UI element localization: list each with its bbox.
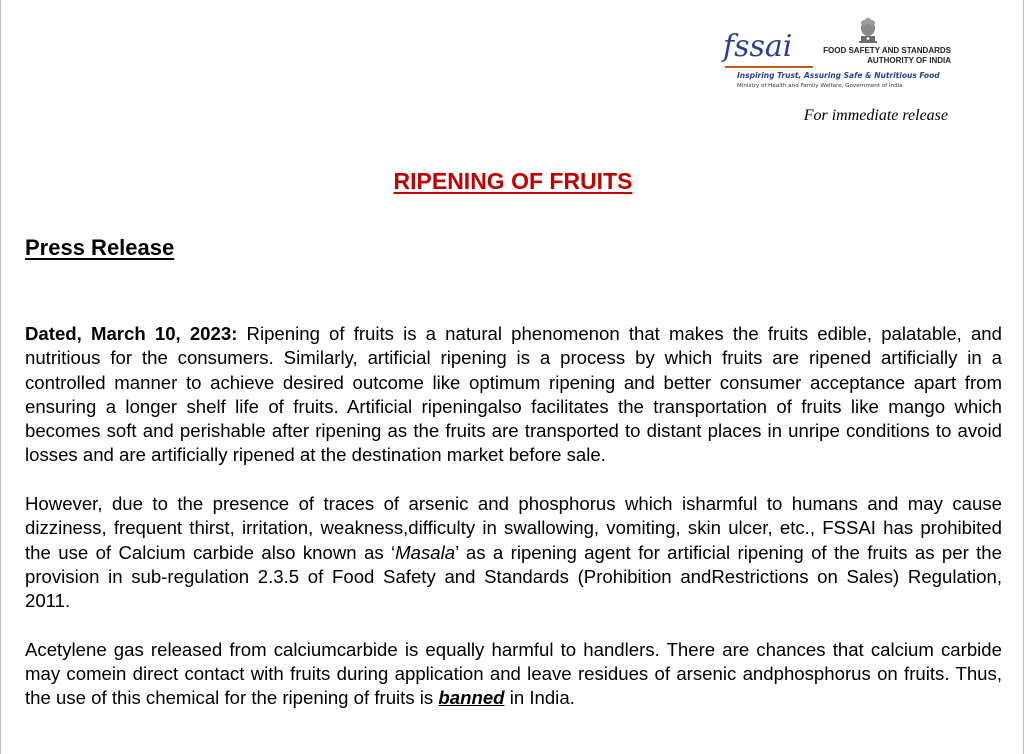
- national-emblem-icon: [855, 14, 881, 44]
- banned-emphasis: banned: [438, 687, 505, 709]
- authority-name: FOOD SAFETY AND STANDARDS AUTHORITY OF INDIA: [823, 46, 951, 65]
- release-note: For immediate release: [803, 107, 948, 124]
- ministry-line: Ministry of Health and Family Welfare, Government of India: [737, 83, 903, 89]
- masala-term: Masala: [395, 541, 456, 563]
- paragraph-2: However, due to the presence of traces of arsenic and phosphorus which isharmful to humans and may cause dizziness, frequent thirst, irritation, weakness,difficulty in swallowing, vomiting, skin ulcer, etc., FSSAI has prohibited the use of Calcium carbide also known as ‘Masala’ as a ripening agent for artificial ripening of the fruits as per the provision in sub-regulation 2.3.5 of Food Safety and Standards (Prohibition andRestrictions on Sales) Regulation, 2011.: [25, 493, 1002, 612]
- date-lead: Dated, March 10, 2023:: [25, 323, 238, 344]
- logo-tagline: Inspiring Trust, Assuring Safe & Nutritious Food: [737, 71, 940, 80]
- fssai-logo: [723, 14, 955, 98]
- fssai-wordmark: fssai: [723, 29, 793, 64]
- press-release-heading: Press Release: [25, 235, 175, 260]
- logo-underline: [725, 66, 813, 68]
- document-body: [25, 322, 1002, 735]
- paragraph-1: Dated, March 10, 2023: Ripening of fruits is a natural phenomenon that makes the fruits edible, palatable, and nutritious for the consumers. Similarly, artificial ripening is a process by which fruits are ripened artificially in a controlled manner to achieve desired outcome like optimum ripening and better consumer acceptance apart from ensuring a longer shelf life of fruits. Artificial ripeningalso facilitates the transportation of fruits like mango which becomes soft and perishable after ripening as the fruits are transported to distant places in unripe conditions to avoid losses and are artificially ripened at the destination market before sale.: [25, 323, 1002, 466]
- document-title: RIPENING OF FRUITS: [393, 168, 633, 194]
- paragraph-3: Acetylene gas released from calciumcarbide is equally harmful to handlers. There are chances that calcium carbide may comein direct contact with fruits during application and leave residues of arsenic andphosphorus on fruits. Thus, the use of this chemical for the ripening of fruits is banned in India.: [25, 638, 1002, 709]
